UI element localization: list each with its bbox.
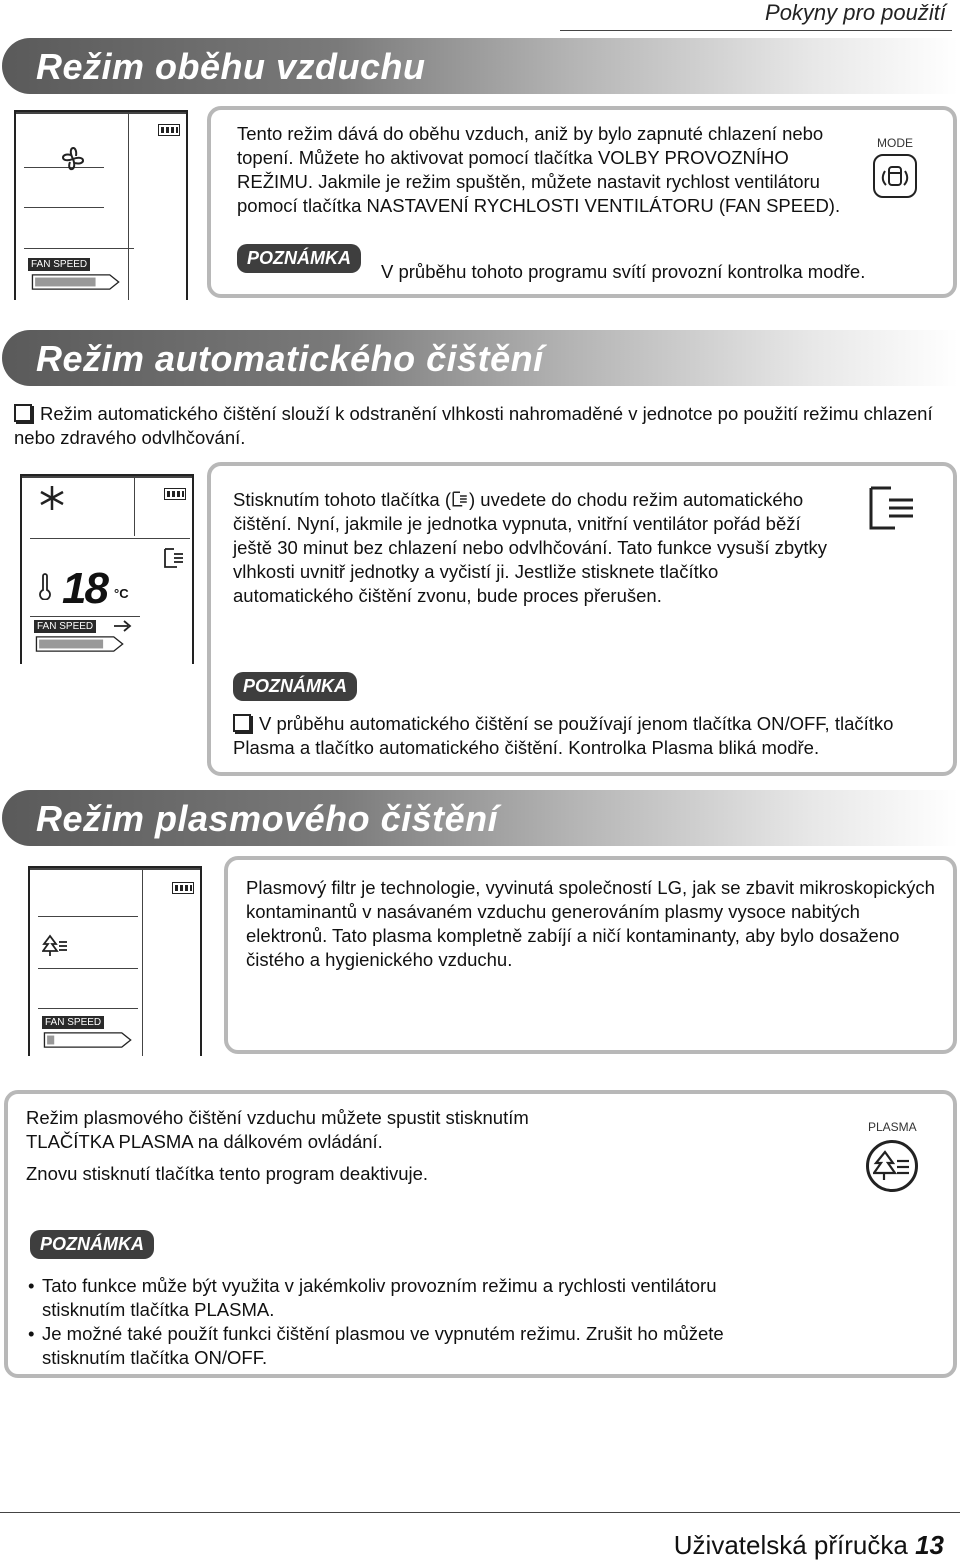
signal-bars-icon — [158, 124, 180, 136]
auto-clean-icon — [162, 546, 186, 570]
footer-label: Uživatelská příručka — [673, 1530, 908, 1560]
page-header-title: Pokyny pro použití — [765, 0, 946, 25]
fan-speed-bar — [26, 274, 126, 290]
plasma-button-label: PLASMA — [868, 1120, 917, 1134]
plasma-tree-icon — [42, 934, 68, 958]
page-footer — [674, 1530, 944, 1561]
note-paragraph — [233, 712, 933, 760]
section-title: Režim plasmového čištění — [36, 798, 499, 839]
note-text: V průběhu automatického čištění se používají jenom tlačítka ON/OFF, tlačítko Plasma a tlačítko automatického čištění. Kontrolka Plasma bliká modře. — [233, 713, 894, 758]
activate-text-2: Znovu stisknutí tlačítka tento program deaktivuje. — [26, 1163, 429, 1184]
lcd-display-1 — [14, 110, 188, 300]
intro-text: Režim automatického čištění slouží k odstranění vlhkosti nahromaděné v jednotce po použití režimu chlazení nebo zdravého odvlhčování. — [14, 403, 933, 448]
snowflake-icon — [38, 484, 66, 512]
plasma-button[interactable] — [866, 1140, 918, 1192]
note-badge: POZNÁMKA — [237, 244, 361, 273]
fan-speed-label: FAN SPEED — [42, 1016, 104, 1029]
lcd-divider — [128, 112, 129, 300]
fan-speed-bar — [38, 1032, 138, 1048]
checkbox-bullet — [233, 714, 251, 732]
fan-speed-label: FAN SPEED — [28, 258, 90, 271]
auto-clean-button-icon[interactable] — [867, 484, 919, 534]
section-banner-auto-cleaning — [2, 330, 958, 386]
note-badge: POZNÁMKA — [233, 672, 357, 701]
info-box-plasma-activation — [4, 1090, 957, 1378]
section-title: Režim oběhu vzduchu — [36, 46, 426, 87]
note-bullet-list — [28, 1274, 748, 1370]
header-rule — [560, 30, 952, 31]
lcd-divider — [142, 868, 143, 1056]
plasma-tree-icon — [873, 1149, 911, 1183]
fan-speed-bar — [30, 636, 130, 652]
lcd-display-3 — [28, 866, 202, 1056]
note-bullet-item: • Je možné také použít funkci čištění plasmou ve vypnutém režimu. Zrušit ho můžete stisknutím tlačítka ON/OFF. — [28, 1322, 748, 1370]
fan-icon — [56, 142, 90, 176]
note-badge: POZNÁMKA — [30, 1230, 154, 1259]
swing-arrow-icon — [112, 618, 134, 634]
mode-button-label: MODE — [877, 136, 913, 150]
description-text: Plasmový filtr je technologie, vyvinutá společností LG, jak se zbavit mikroskopických kontaminantů v nasávaném vzduchu generováním plasmy vysoce nabitých elektronů. Tato plasma kompletně zabíjí a ničí kontaminanty, aby bylo dosaženo čistého a hygienického vzduchu. — [246, 877, 935, 970]
thermometer-icon — [36, 572, 54, 600]
temperature-unit: °C — [114, 586, 129, 601]
section-banner-plasma-cleaning — [2, 790, 958, 846]
lcd-divider — [134, 476, 135, 536]
note-bullet-item: • Tato funkce může být využita v jakémkoliv provozním režimu a rychlosti ventilátoru stisknutím tlačítka PLASMA. — [28, 1274, 748, 1322]
mode-icon — [880, 161, 910, 191]
description-text: Stisknutím tohoto tlačítka ( ) uvedete do chodu režim automatického čištění. Nyní, jakmile je jednotka vypnuta, vnitřní ventilátor pořád běží ještě 30 minut bez chlazení nebo odvlhčování. Tato funkce vysuší zbytky vlhkosti uvnitř jednotky a vyčistí ji. Jestliže stisknete tlačítko automatického čištění zvonu, bude proces přerušen. — [233, 489, 828, 606]
intro-paragraph — [14, 402, 944, 450]
section-title: Režim automatického čištění — [36, 338, 544, 379]
footer-rule — [0, 1512, 960, 1513]
signal-bars-icon — [164, 488, 186, 500]
fan-speed-label: FAN SPEED — [34, 620, 96, 633]
checkbox-bullet — [14, 404, 32, 422]
section-banner-air-circulation — [2, 38, 958, 94]
mode-button[interactable] — [873, 154, 917, 198]
signal-bars-icon — [172, 882, 194, 894]
lcd-display-2 — [20, 474, 194, 664]
auto-clean-icon — [451, 490, 469, 508]
info-box-air-circulation — [207, 106, 957, 298]
note-text: V průběhu tohoto programu svítí provozní kontrolka modře. — [381, 261, 866, 282]
description-text: Tento režim dává do oběhu vzduch, aniž by bylo zapnuté chlazení nebo topení. Můžete ho aktivovat pomocí tlačítka VOLBY PROVOZNÍHO REŽIMU. Jakmile je režim spuštěn, můžete nastavit rychlost ventilátoru pomocí tlačítka NASTAVENÍ RYCHLOSTI VENTILÁTORU (FAN SPEED). — [237, 123, 841, 216]
activate-text-1: Režim plasmového čištění vzduchu můžete spustit stisknutím TLAČÍTKA PLASMA na dálkovém ovládání. — [26, 1107, 529, 1152]
info-box-plasma — [224, 856, 957, 1054]
page-number: 13 — [915, 1530, 944, 1560]
info-box-auto-cleaning — [207, 462, 957, 776]
temperature-value: 18 — [62, 564, 107, 613]
